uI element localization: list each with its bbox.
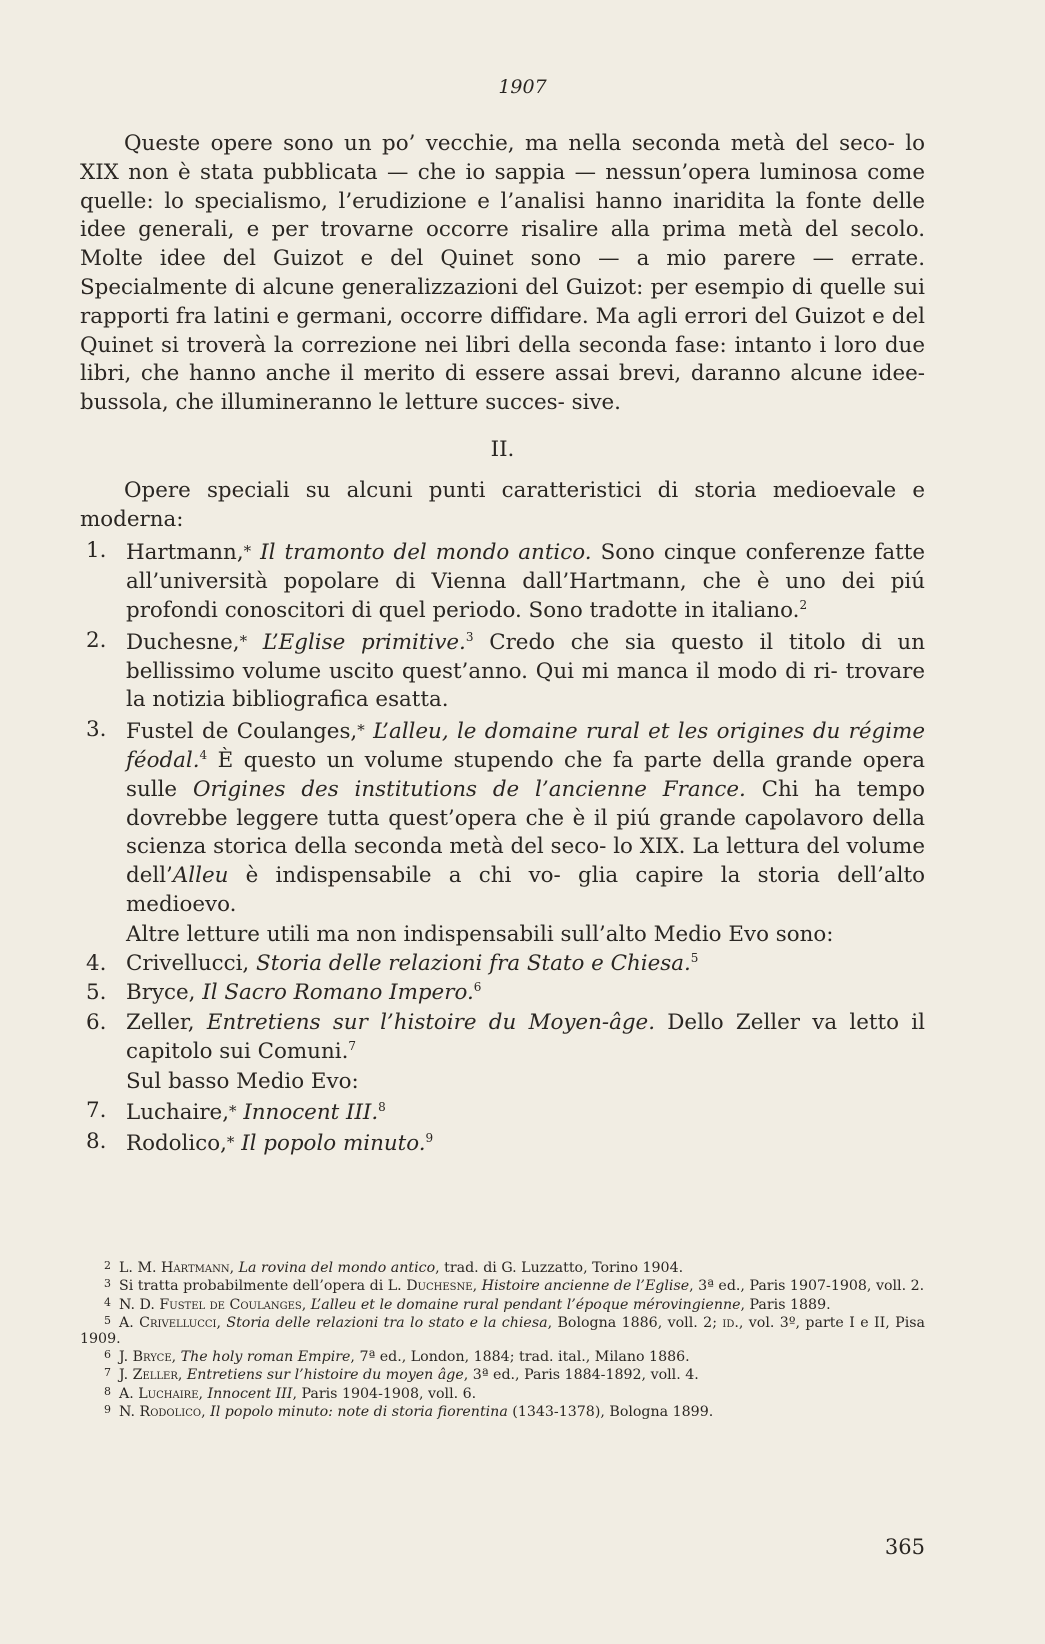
- footnote-ref: 3: [465, 629, 474, 644]
- list-item: 7. Luchaire,* Innocent III.$^8$: [86, 1097, 386, 1125]
- list-item: 1. Hartmann,* Il tramonto del mondo antico. Sono cinque conferenze fatte all’università popolare di Vienna dall’Hartmann, che è uno dei piú profondi conoscitori di quel periodo. Sono tradotte in italiano.$^2$: [86, 538, 925, 623]
- list-item: 3. Fustel de Coulanges,* L’alleu, le domaine rural et les origines du régime féodal.$^4$ È questo un volume stupendo che fa parte della grande opera sulle Origines des institutions de l’ancienne France. Chi ha tempo dovrebbe leggere tutta quest’opera che è il piú grande capolavoro della scienza storica della seconda metà del seco- lo XIX. La lettura del volume dell’Alleu è indispensabile a chi vo- glia capire la storia dell’alto medioevo.: [86, 717, 925, 917]
- footnote: $^6$ J. Bryce, The holy roman Empire, 7ª ed., London, 1884; trad. ital., Milano 1886.: [104, 1348, 690, 1366]
- intro-paragraph: Queste opere sono un po’ vecchie, ma nella seconda metà del seco- lo XIX non è stata pubblicata — che io sappia — nessun’opera luminosa come quelle: lo specialismo, l’erudizione e l’analisi hanno inaridita la fonte delle idee generali, e per trovarne occorre risalire alla prima metà del secolo. Molte idee del Guizot e del Quinet sono — a mio parere — errate. Specialmente di alcune generalizzazioni del Guizot: per esempio di quelle sui rapporti fra latini e germani, occorre diffidare. Ma agli errori del Guizot e del Quinet si troverà la correzione nei libri della seconda fase: intanto i loro due libri, che hanno anche il merito di essere assai brevi, daranno alcune idee-bussola, che illumineranno le letture succes- sive.: [80, 131, 925, 416]
- footnote: $^7$ J. Zeller, Entretiens sur l’histoire du moyen âge, 3ª ed., Paris 1884-1892, voll. 4.: [104, 1366, 699, 1384]
- list-subheading: Sul basso Medio Evo:: [126, 1068, 359, 1094]
- list-item: 8. Rodolico,* Il popolo minuto.$^9$: [86, 1129, 434, 1157]
- footnote-ref: 8: [378, 1099, 386, 1114]
- running-head: 1907: [498, 76, 547, 98]
- section-heading: II.: [490, 436, 515, 462]
- footnote-ref: 5: [690, 950, 699, 965]
- footnote-ref: 9: [425, 1131, 434, 1146]
- footnote: $^2$ L. M. Hartmann, La rovina del mondo antico, trad. di G. Luzzatto, Torino 1904.: [104, 1259, 684, 1276]
- list-item: 4. Crivellucci, Storia delle relazioni fra Stato e Chiesa.$^5$: [86, 950, 699, 976]
- footnote: $^9$ N. Rodolico, Il popolo minuto: note di storia fiorentina (1343-1378), Bologna 1899.: [104, 1403, 714, 1421]
- footnote: $^5$ A. Crivellucci, Storia delle relazioni tra lo stato e la chiesa, Bologna 1886, voll. 2; id., vol. 3º, parte I e II, Pisa 1909.: [80, 1314, 925, 1347]
- footnote: $^3$ Si tratta probabilmente dell’opera di L. Duchesne, Histoire ancienne de l’Eglise, 3ª ed., Paris 1907-1908, voll. 2.: [104, 1277, 925, 1295]
- list-item: 2. Duchesne,* L’Eglise primitive.$^3$ Credo che sia questo il titolo di un bellissimo volume uscito quest’anno. Qui mi manca il modo di ri- trovare la notizia bibliografica esatta.: [86, 627, 925, 713]
- footnote-ref: 7: [348, 1038, 357, 1053]
- main-text: [80, 130, 925, 1160]
- footnote: $^8$ A. Luchaire, Innocent III, Paris 1904-1908, voll. 6.: [104, 1384, 477, 1402]
- footnote-ref: 4: [199, 747, 208, 762]
- section-intro: Opere speciali su alcuni punti caratteristici di storia medioevale e moderna:: [80, 477, 925, 532]
- footnote-ref: 6: [473, 980, 482, 995]
- list-item: 5. Bryce, Il Sacro Romano Impero.$^6$: [86, 980, 482, 1006]
- footnotes: [80, 1258, 925, 1421]
- list-subheading: Altre letture utili ma non indispensabili sull’alto Medio Evo sono:: [126, 921, 834, 947]
- reading-list: [80, 537, 925, 1159]
- list-item: 6. Zeller, Entretiens sur l’histoire du Moyen-âge. Dello Zeller va letto il capitolo sui Comuni.$^7$: [86, 1010, 925, 1064]
- page-number: 365: [884, 1535, 925, 1559]
- footnote-ref: 2: [799, 597, 808, 612]
- footnote: $^4$ N. D. Fustel de Coulanges, L’alleu et le domaine rural pendant l’époque mérovingienne, Paris 1889.: [104, 1295, 831, 1313]
